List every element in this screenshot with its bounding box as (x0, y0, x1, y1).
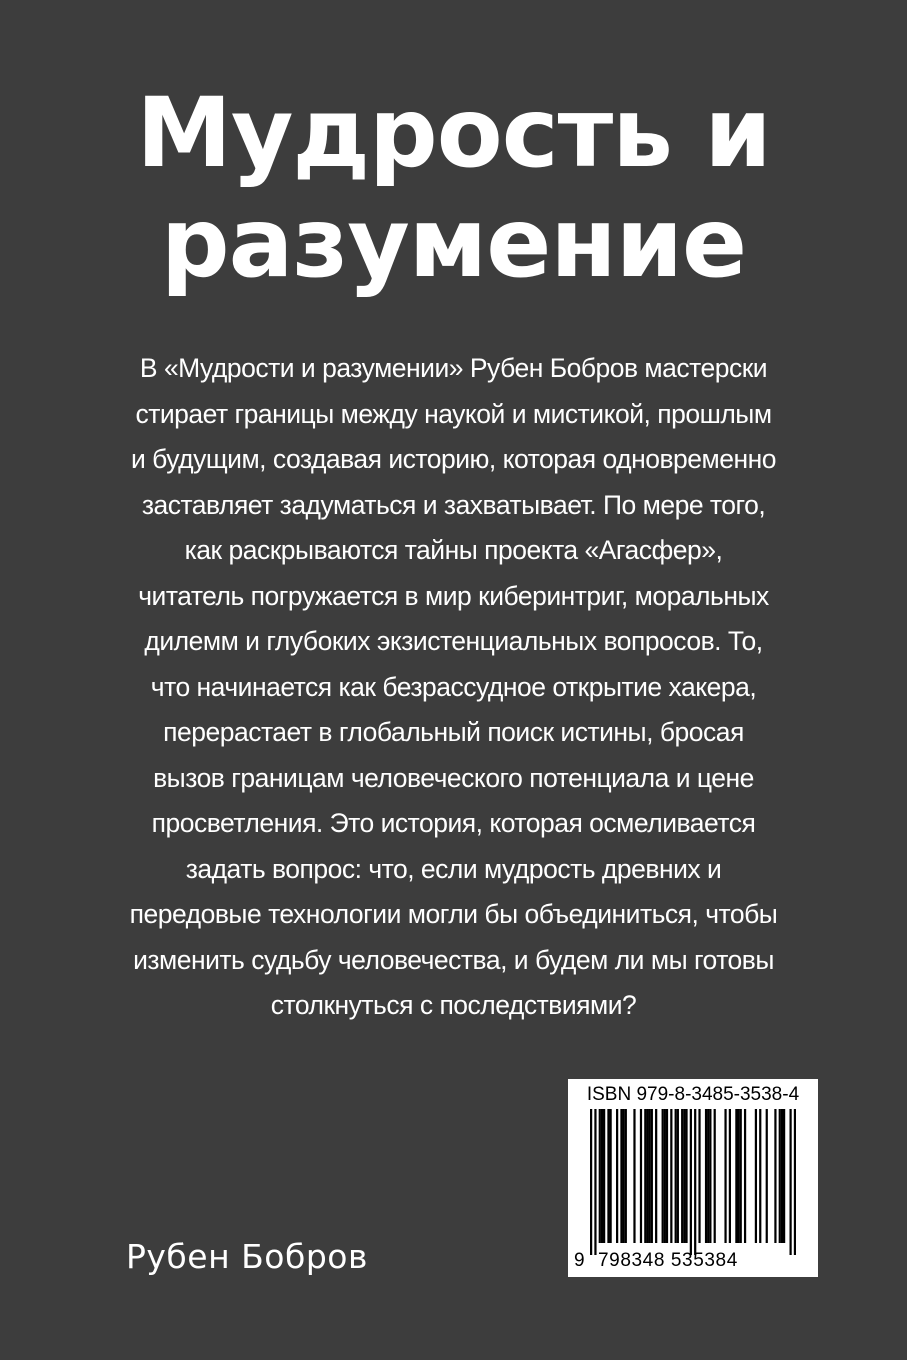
barcode-bar (640, 1109, 642, 1243)
barcode-bar (779, 1109, 781, 1243)
barcode-bar (662, 1109, 664, 1243)
barcode-bar (603, 1109, 605, 1243)
description-line: вызов границам человеческого потенциала и цене (153, 762, 754, 793)
description-line: задать вопрос: что, если мудрость древних и (185, 853, 722, 884)
barcode-bar (740, 1109, 742, 1243)
barcode-bar (677, 1109, 679, 1243)
description-line: как раскрываются тайны проекта «Агасфер», (184, 535, 723, 565)
barcode-bar (666, 1109, 668, 1243)
barcode-bar (601, 1109, 603, 1243)
barcode-bar (759, 1109, 761, 1243)
barcode-digit-first: 9 (574, 1250, 585, 1271)
barcode-bar (794, 1109, 796, 1255)
isbn-label: ISBN 979-8-3485-3538-4 (586, 1084, 800, 1105)
barcode-bar (705, 1109, 707, 1243)
barcode-bar (694, 1109, 696, 1255)
description-line: В «Мудрости и разумении» Рубен Бобров мастерски (139, 353, 768, 383)
isbn-barcode (568, 1079, 818, 1277)
barcode-bar (690, 1109, 692, 1255)
barcode-bar (755, 1109, 757, 1243)
title-line-2: разумение (160, 187, 747, 299)
barcode-bar (599, 1109, 601, 1243)
barcode-bar (633, 1109, 635, 1243)
book-description (100, 346, 807, 1029)
barcode-bar (625, 1109, 627, 1243)
description-line: заставляет задуматься и захватывает. По мере того, (141, 489, 766, 520)
author-name: Рубен Бобров (126, 1237, 368, 1276)
barcode-bar (789, 1109, 791, 1255)
barcode-bar (675, 1109, 677, 1243)
barcode-bars (590, 1109, 796, 1255)
barcode-bar (774, 1109, 776, 1243)
barcode-bar (607, 1109, 609, 1243)
barcode-bar (766, 1109, 768, 1243)
barcode-digits-rest: 798348 535384 (598, 1250, 738, 1271)
description-line: стирает границы между наукой и мистикой, прошлым (135, 398, 772, 429)
barcode-bar (729, 1109, 731, 1243)
description-line: просветления. Это история, которая осмеливается (151, 808, 756, 838)
title-line-1: Мудрость и (136, 77, 771, 189)
barcode-bar (655, 1109, 657, 1243)
barcode-bar (616, 1109, 618, 1243)
barcode-bar (783, 1109, 785, 1243)
barcode-bar (781, 1109, 783, 1243)
description-line: и будущим, создавая историю, которая одновременно (131, 444, 776, 474)
barcode-bar (664, 1109, 666, 1243)
barcode-bar (735, 1109, 737, 1243)
description-line: перерастает в глобальный поиск истины, бросая (163, 717, 744, 747)
description-line: что начинается как безрассудное открытие хакера, (150, 671, 757, 702)
barcode-bar (709, 1109, 711, 1243)
barcode-bar (670, 1109, 672, 1243)
barcode-bar (744, 1109, 746, 1243)
description-line: передовые технологии могли бы объединиться, чтобы (129, 899, 778, 929)
barcode-bar (590, 1109, 592, 1255)
barcode-bar (714, 1109, 716, 1243)
barcode-bar (610, 1109, 612, 1243)
description-line: читатель погружается в мир киберинтриг, моральных (138, 580, 769, 611)
description-line: дилемм и глубоких экзистенциальных вопросов. То, (144, 626, 763, 656)
barcode-bar (649, 1109, 651, 1243)
description-line: столкнуться с последствиями? (270, 990, 637, 1020)
barcode-bar (594, 1109, 596, 1255)
barcode-bar (681, 1109, 683, 1243)
barcode-bar (623, 1109, 625, 1243)
book-title (0, 78, 907, 298)
barcode-bar (685, 1109, 687, 1243)
barcode-bar (707, 1109, 709, 1243)
barcode-bar (683, 1109, 685, 1243)
barcode-bar (651, 1109, 653, 1243)
barcode-bar (724, 1109, 726, 1243)
barcode-bar (644, 1109, 646, 1243)
description-line: изменить судьбу человечества, и будем ли мы готовы (133, 944, 774, 975)
barcode-bar (620, 1109, 622, 1243)
barcode-bar (646, 1109, 648, 1243)
barcode-bar (737, 1109, 739, 1243)
barcode-bar (698, 1109, 700, 1243)
